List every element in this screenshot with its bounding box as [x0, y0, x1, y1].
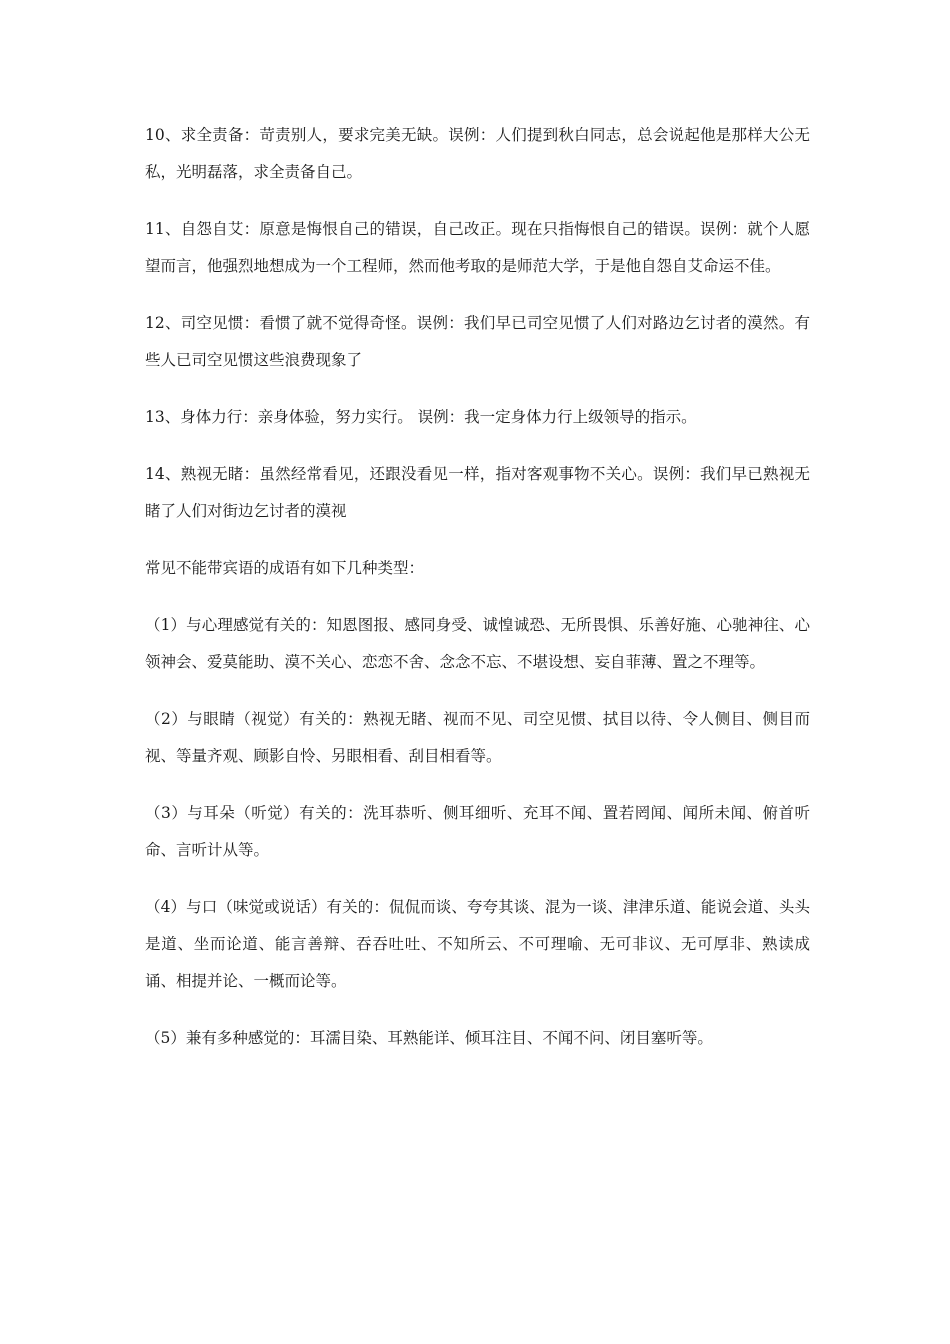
- paragraph-idiom-13: 13、身体力行：亲身体验，努力实行。 误例：我一定身体力行上级领导的指示。: [145, 408, 697, 426]
- document-body: [145, 117, 810, 1077]
- paragraph-section-intro: 常见不能带宾语的成语有如下几种类型：: [145, 559, 425, 577]
- paragraph-category-1: （1）与心理感觉有关的：知恩图报、感同身受、诚惶诚恐、无所畏惧、乐善好施、心驰神往、心领神会、爱莫能助、漠不关心、恋恋不舍、念念不忘、不堪设想、妄自菲薄、置之不理等。: [145, 616, 810, 671]
- paragraph-category-4: （4）与口（味觉或说话）有关的：侃侃而谈、夸夸其谈、混为一谈、津津乐道、能说会道、头头是道、坐而论道、能言善辩、吞吞吐吐、不知所云、不可理喻、无可非议、无可厚非、熟读成诵、相提并论、一概而论等。: [145, 898, 810, 990]
- paragraph-idiom-12: 12、司空见惯：看惯了就不觉得奇怪。误例：我们早已司空见惯了人们对路边乞讨者的漠然。有些人已司空见惯这些浪费现象了: [145, 314, 810, 369]
- paragraph-idiom-14: 14、熟视无睹：虽然经常看见，还跟没看见一样，指对客观事物不关心。误例：我们早已熟视无睹了人们对街边乞讨者的漠视: [145, 465, 810, 520]
- paragraph-category-2: （2）与眼睛（视觉）有关的：熟视无睹、视而不见、司空见惯、拭目以待、令人侧目、侧目而视、等量齐观、顾影自怜、另眼相看、刮目相看等。: [145, 710, 810, 765]
- paragraph-category-5: （5）兼有多种感觉的：耳濡目染、耳熟能详、倾耳注目、不闻不问、闭目塞听等。: [145, 1029, 713, 1047]
- paragraph-idiom-11: 11、自怨自艾：原意是悔恨自己的错误，自己改正。现在只指悔恨自己的错误。误例：就个人愿望而言，他强烈地想成为一个工程师，然而他考取的是师范大学，于是他自怨自艾命运不佳。: [145, 220, 810, 275]
- paragraph-category-3: （3）与耳朵（听觉）有关的：洗耳恭听、侧耳细听、充耳不闻、置若罔闻、闻所未闻、俯首听命、言听计从等。: [145, 804, 810, 859]
- paragraph-idiom-10: 10、求全责备：苛责别人，要求完美无缺。误例：人们提到秋白同志，总会说起他是那样大公无私，光明磊落，求全责备自己。: [145, 126, 810, 181]
